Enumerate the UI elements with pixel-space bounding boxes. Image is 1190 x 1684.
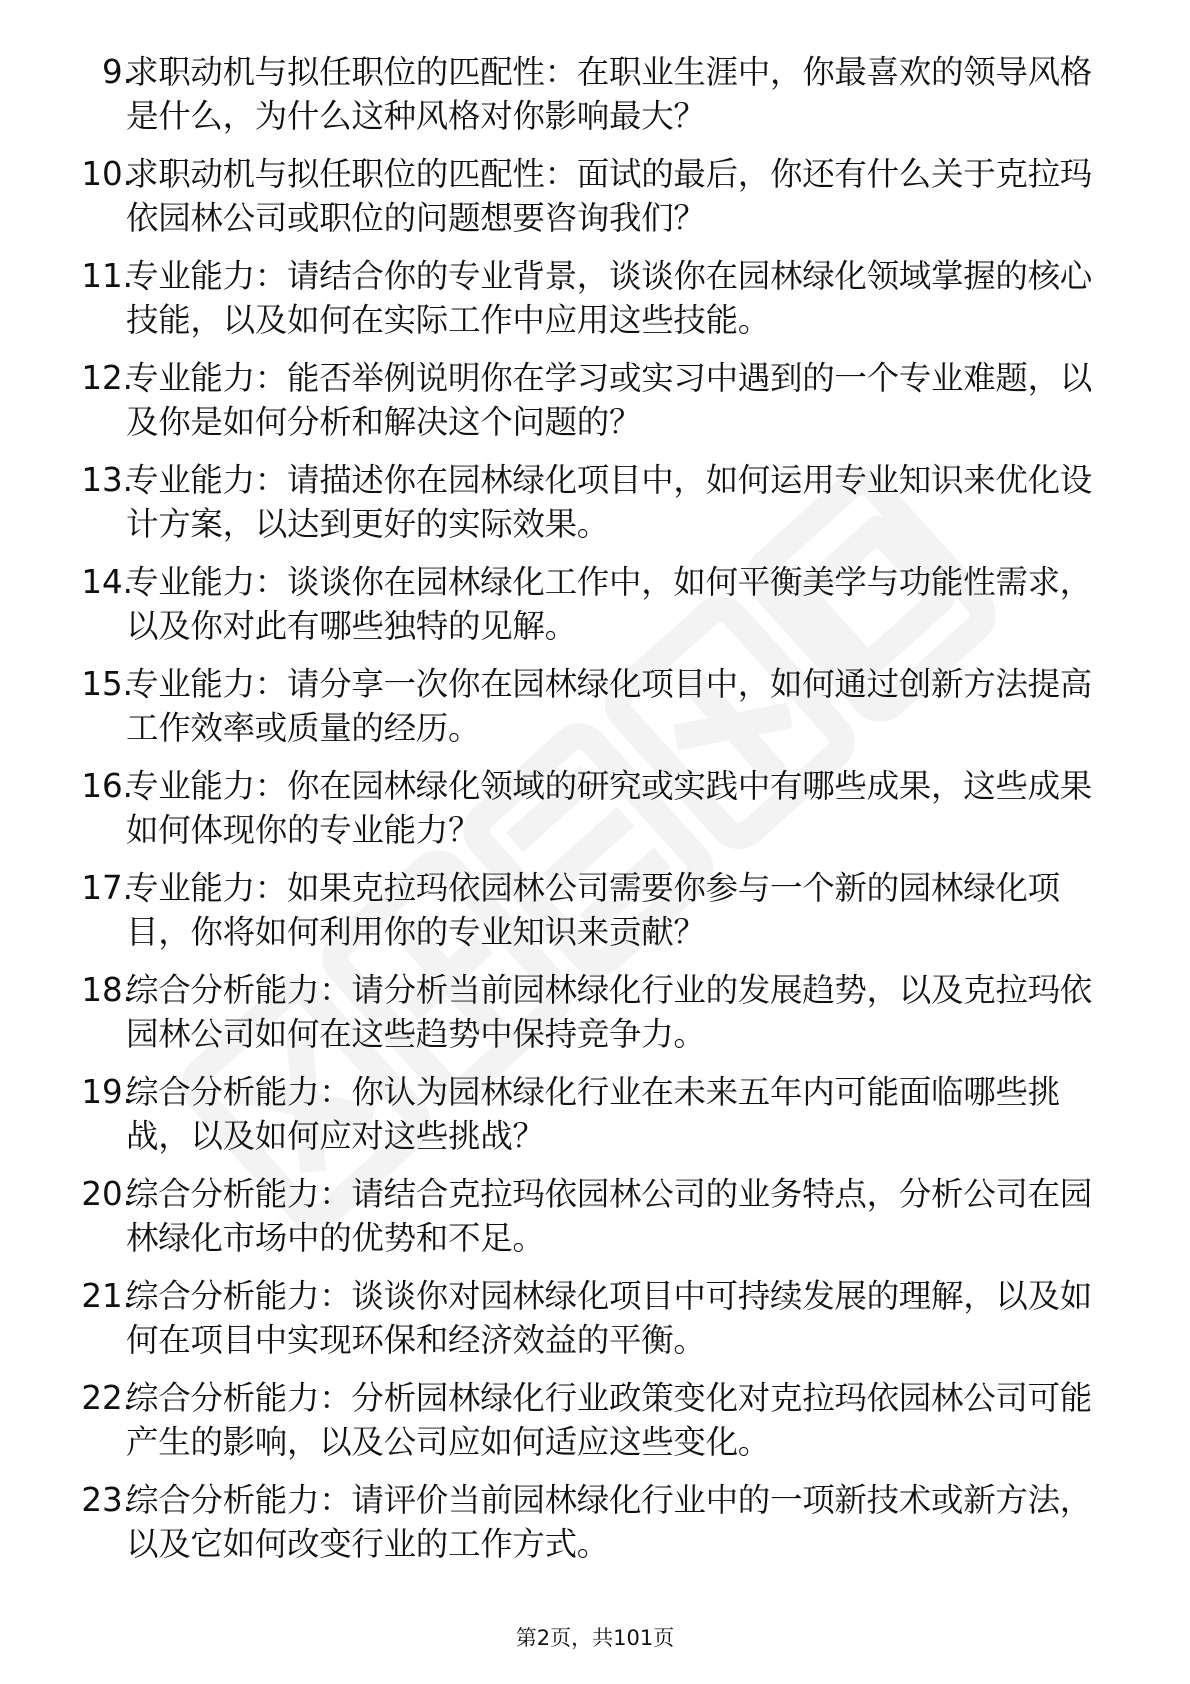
question-text: 综合分析能力：请评价当前园林绿化行业中的一项新技术或新方法，以及它如何改变行业的工作方式。 <box>126 1481 1093 1563</box>
question-text: 综合分析能力：谈谈你对园林绿化项目中可持续发展的理解，以及如何在项目中实现环保和经济效益的平衡。 <box>126 1277 1093 1359</box>
question-number: 13. <box>81 461 133 499</box>
question-text: 专业能力：请分享一次你在园林绿化项目中，如何通过创新方法提高工作效率或质量的经历。 <box>126 665 1093 747</box>
question-text: 专业能力：谈谈你在园林绿化工作中，如何平衡美学与功能性需求，以及你对此有哪些独特的见解。 <box>126 563 1093 645</box>
question-item <box>0 764 1190 866</box>
question-text: 综合分析能力：请分析当前园林绿化行业的发展趋势，以及克拉玛依园林公司如何在这些趋势中保持竞争力。 <box>126 971 1093 1053</box>
question-text: 求职动机与拟任职位的匹配性：面试的最后，你还有什么关于克拉玛依园林公司或职位的问题想要咨询我们？ <box>126 155 1093 237</box>
question-item <box>0 50 1190 152</box>
question-number: 15. <box>81 665 133 703</box>
question-number: 17. <box>81 869 133 907</box>
question-number: 22. <box>81 1379 133 1417</box>
question-number: 18. <box>81 971 133 1009</box>
question-number: 16. <box>81 767 133 805</box>
question-item <box>0 356 1190 458</box>
question-item <box>0 254 1190 356</box>
question-text: 专业能力：如果克拉玛依园林公司需要你参与一个新的园林绿化项目，你将如何利用你的专业知识来贡献？ <box>126 869 1060 951</box>
question-item <box>0 1070 1190 1172</box>
question-text: 求职动机与拟任职位的匹配性：在职业生涯中，你最喜欢的领导风格是什么，为什么这种风格对你影响最大？ <box>126 53 1093 135</box>
question-number: 14. <box>81 563 133 601</box>
question-item <box>0 1274 1190 1376</box>
question-text: 综合分析能力：分析园林绿化行业政策变化对克拉玛依园林公司可能产生的影响，以及公司应如何适应这些变化。 <box>126 1379 1093 1461</box>
question-item <box>0 1172 1190 1274</box>
question-number: 11. <box>81 257 133 295</box>
question-item <box>0 458 1190 560</box>
question-item <box>0 866 1190 968</box>
question-text: 专业能力：请结合你的专业背景，谈谈你在园林绿化领域掌握的核心技能，以及如何在实际工作中应用这些技能。 <box>126 257 1093 339</box>
question-item <box>0 968 1190 1070</box>
page-footer: 第2页，共101页 <box>515 1626 675 1650</box>
question-number: 12. <box>81 359 133 397</box>
question-text: 专业能力：你在园林绿化领域的研究或实践中有哪些成果，这些成果如何体现你的专业能力？ <box>126 767 1093 849</box>
question-item <box>0 1478 1190 1580</box>
question-text: 专业能力：请描述你在园林绿化项目中，如何运用专业知识来优化设计方案，以达到更好的实际效果。 <box>126 461 1093 543</box>
question-item <box>0 662 1190 764</box>
question-item <box>0 560 1190 662</box>
question-number: 9. <box>101 53 133 91</box>
question-number: 10. <box>81 155 133 193</box>
question-list <box>0 50 1190 1580</box>
question-text: 综合分析能力：你认为园林绿化行业在未来五年内可能面临哪些挑战，以及如何应对这些挑战？ <box>126 1073 1060 1155</box>
question-number: 23. <box>81 1481 133 1519</box>
question-text: 综合分析能力：请结合克拉玛依园林公司的业务特点，分析公司在园林绿化市场中的优势和不足。 <box>126 1175 1093 1257</box>
question-number: 19. <box>81 1073 133 1111</box>
question-number: 21. <box>81 1277 133 1315</box>
question-text: 专业能力：能否举例说明你在学习或实习中遇到的一个专业难题，以及你是如何分析和解决这个问题的？ <box>126 359 1093 441</box>
question-number: 20. <box>81 1175 133 1213</box>
question-item <box>0 1376 1190 1478</box>
question-item <box>0 152 1190 254</box>
